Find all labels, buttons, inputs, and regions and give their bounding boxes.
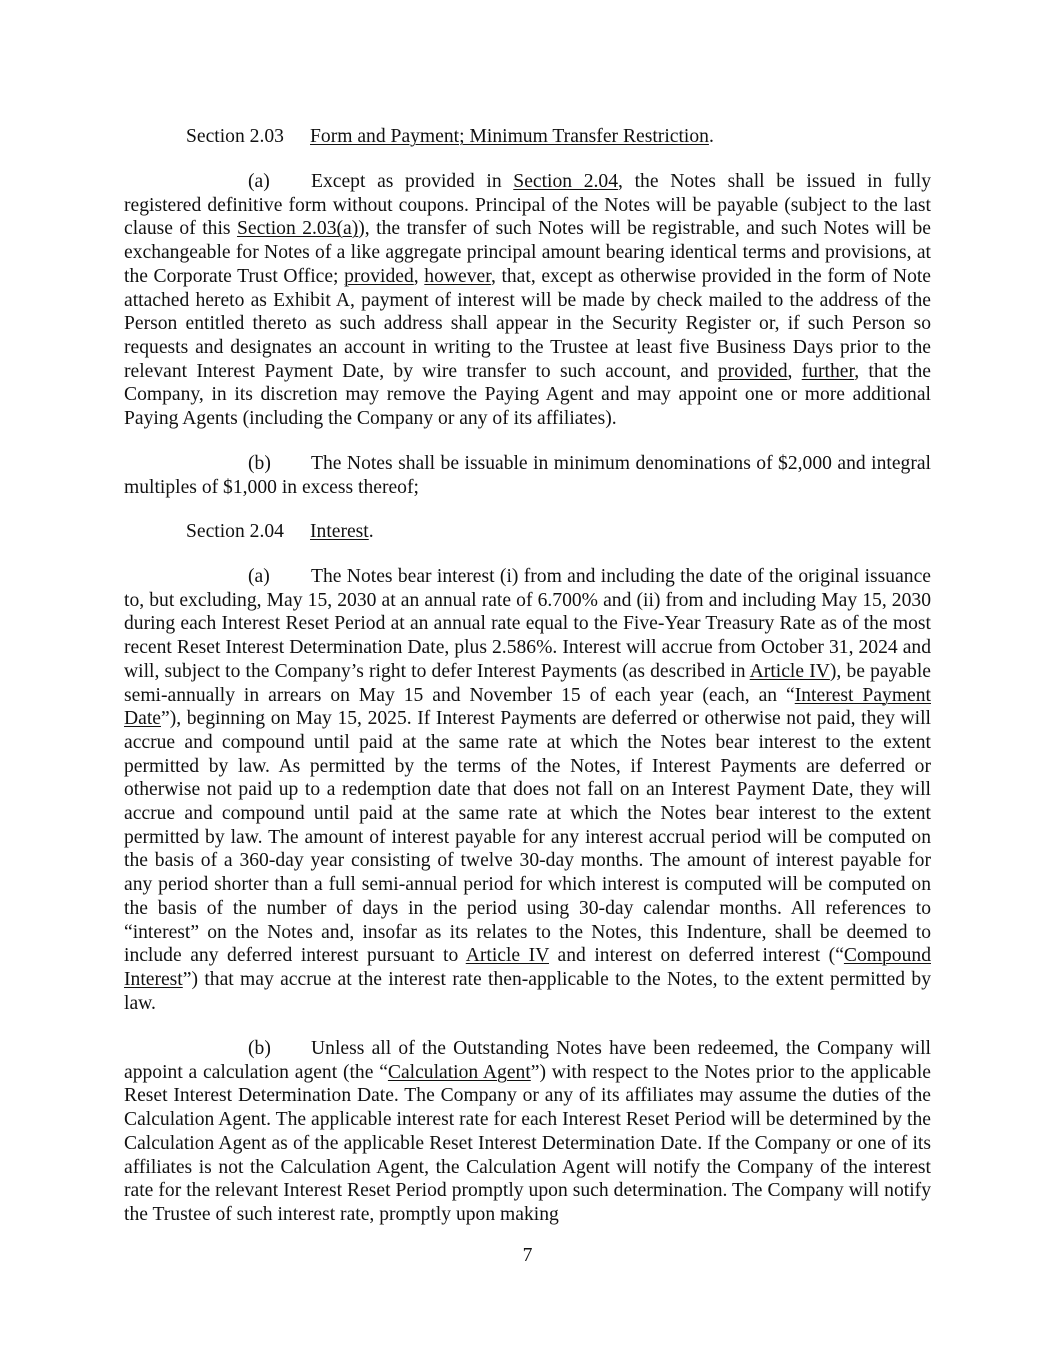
paragraph-text: ), the transfer of such Notes will be registrable, and such Notes will be exchangeable for Notes of a like aggregate principal amount bearing identical terms and provisions, at the Corporate Trust Office; [124,218,931,287]
paragraph-label: (a) [248,566,270,587]
emphasis-term: provided [344,265,414,287]
paragraph-text: Unless all of the Outstanding Notes have been redeemed, the Company will appoint a calculation agent (the “ [124,1038,931,1083]
defined-term: Compound Interest [124,945,931,990]
paragraph-text: , [787,360,802,382]
paragraph-text: The Notes bear interest (i) from and including the date of the original issuance to, but excluding, May 15, 2030 at an annual rate of 6.700% and (ii) from and including May 15, 2030 during each Interest Reset Period at an annual rate equal to the Five-Year Treasury Rate as of the most recent Reset Interest Determination Date, plus 2.586%. Interest will accrue from October 31, 2024 and will, subject to the Company’s right to defer Interest Payments (as described in [124,566,931,682]
paragraph-text: , [413,265,425,287]
paragraph-text: ), be payable semi-annually in arrears on May 15 and November 15 of each year (each, an “ [124,660,931,706]
page-number: 7 [522,1245,533,1266]
section-2-04-paragraph-b [124,1037,931,1227]
paragraph-text: ”) with respect to the Notes prior to the applicable Reset Interest Determination Date. The Company or any of its affiliates may assume the duties of the Calculation Agent. The applicable interest rate for each Interest Reset Period will be determined by the Calculation Agent as of the applicable Reset Interest Determination Date. If the Company or one of its affiliates is not the Calculation Agent, the Calculation Agent will notify the Company of the interest rate for the relevant Interest Reset Period promptly upon such determination. The Company will notify the Trustee of such interest rate, promptly upon making [124,1061,931,1225]
paragraph-label: (b) [248,1038,271,1059]
paragraph-text: and interest on deferred interest (“ [549,945,844,967]
section-2-03-paragraph-b [124,452,931,499]
paragraph-text: , that the Company, in its discretion may remove the Paying Agent and may appoint one or more additional Paying Agents (including the Company or any of its affiliates). [124,360,932,430]
cross-reference: Section 2.03(a) [237,218,359,240]
section-title: Interest [310,521,369,542]
cross-reference: Article IV [465,945,549,967]
emphasis-term: however [424,265,491,287]
paragraph-text: Except as provided in [311,171,514,192]
cross-reference: Article IV [749,660,830,682]
defined-term: Interest Payment Date [124,684,931,730]
emphasis-term: further [801,360,855,382]
paragraph-text: , the Notes shall be issued in fully registered definitive form without coupons. Principal of the Notes will be payable (subject to the last clause of this [124,171,931,240]
paragraph-text: The Notes shall be issuable in minimum denominations of $2,000 and integral multiples of $1,000 in excess thereof; [124,453,931,498]
emphasis-term: provided [717,360,788,382]
cross-reference: Section 2.04 [513,171,619,192]
section-2-04-heading: Section 2.04 Interest. [186,521,374,542]
section-title: Form and Payment; Minimum Transfer Restriction [310,126,709,147]
section-number: Section 2.04 [186,521,284,542]
section-2-03-heading: Section 2.03 Form and Payment; Minimum Transfer Restriction. [186,126,714,147]
paragraph-text: ”), beginning on May 15, 2025. If Interest Payments are deferred or otherwise not paid, they will accrue and compound until paid at the same rate at which the Notes bear interest to the extent permitted by law. As permitted by the terms of the Notes, if Interest Payments are deferred or otherwise not paid up to a redemption date that does not fall on an Interest Payment Date, they will accrue and compound until paid at the same rate at which the Notes bear interest to the extent permitted by law. The amount of interest payable for any interest accrual period will be computed on the basis of a 360-day year consisting of twelve 30-day months. The amount of interest payable for any period shorter than a full semi-annual period for which interest is computed will be computed on the basis of the number of days in the period using 30-day calendar months. All references to “interest” on the Notes and, insofar as its relates to the Notes, this Indenture, shall be deemed to include any deferred interest pursuant to [124,708,931,967]
section-2-03-paragraph-a [124,170,931,431]
paragraph-text: ”) that may accrue at the interest rate then-applicable to the Notes, to the extent permitted by law. [124,968,931,1014]
defined-term: Calculation Agent [387,1061,531,1083]
section-number: Section 2.03 [186,126,284,147]
paragraph-label: (a) [248,171,270,192]
section-2-04-paragraph-a [124,565,931,1015]
paragraph-text: , that, except as otherwise provided in the form of Note attached hereto as Exhibit A, payment of interest will be made by check mailed to the address of the Person entitled thereto as such address shall appear in the Security Register or, if such Person so requests and designates an account in writing to the Trustee at least five Business Days prior to the relevant Interest Payment Date, by wire transfer to such account, and [124,265,932,382]
paragraph-label: (b) [248,453,271,474]
